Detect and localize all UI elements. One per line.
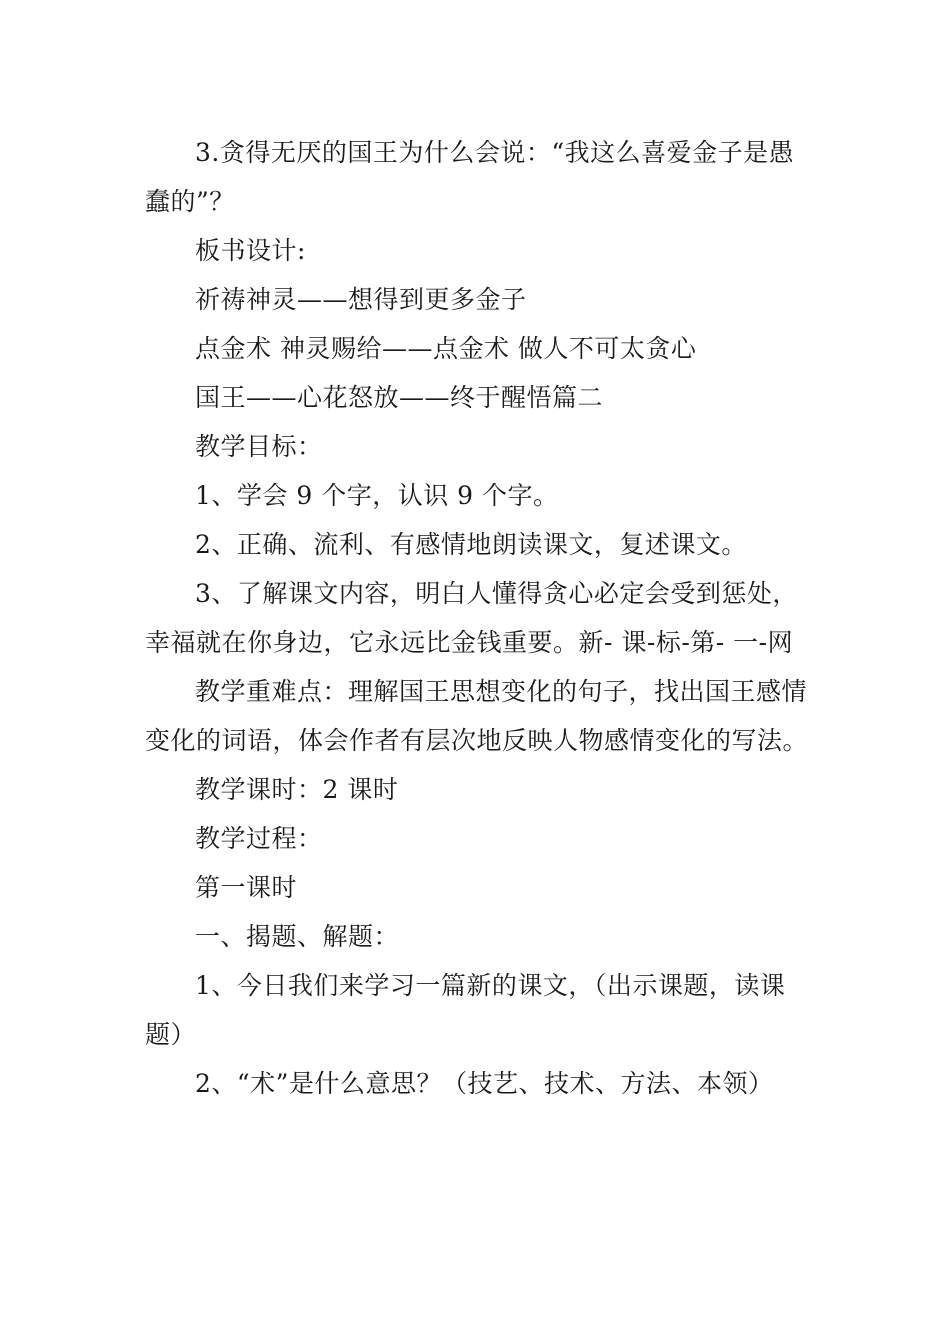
first-lesson-heading: 第一课时 [195, 873, 298, 902]
goal-3: 3、了解课文内容，明白人懂得贪心必定会受到惩处，幸福就在你身边，它永远比金钱重要。新- 课-标-第- 一-网 [145, 579, 798, 657]
step-2: 2、“术”是什么意思？（技艺、技术、方法、本领） [195, 1069, 774, 1098]
teaching-hours: 教学课时：2 课时 [195, 775, 399, 804]
teaching-goals-heading: 教学目标： [195, 432, 323, 461]
teaching-process-heading: 教学过程： [195, 824, 323, 853]
goal-1: 1、学会 9 个字，认识 9 个字。 [195, 481, 559, 510]
question-3: 3.贪得无厌的国王为什么会说：“我这么喜爱金子是愚蠢的”？ [145, 138, 795, 216]
step-1: 1、今日我们来学习一篇新的课文，（出示课题，读课题） [145, 971, 786, 1049]
board-line-2: 点金术 神灵赐给——点金术 做人不可太贪心 [195, 334, 697, 363]
board-design-heading: 板书设计: [195, 236, 306, 265]
document-page [145, 128, 810, 1108]
board-line-3: 国王——心花怒放——终于醒悟篇二 [195, 383, 604, 412]
board-line-1: 祈祷神灵——想得到更多金子 [195, 285, 527, 314]
goal-2: 2、正确、流利、有感情地朗读课文，复述课文。 [195, 530, 747, 559]
section-one-heading: 一、揭题、解题： [195, 922, 400, 951]
key-difficulties: 教学重难点：理解国王思想变化的句子，找出国王感情变化的词语，体会作者有层次地反映人物感情变化的写法。 [145, 677, 809, 755]
